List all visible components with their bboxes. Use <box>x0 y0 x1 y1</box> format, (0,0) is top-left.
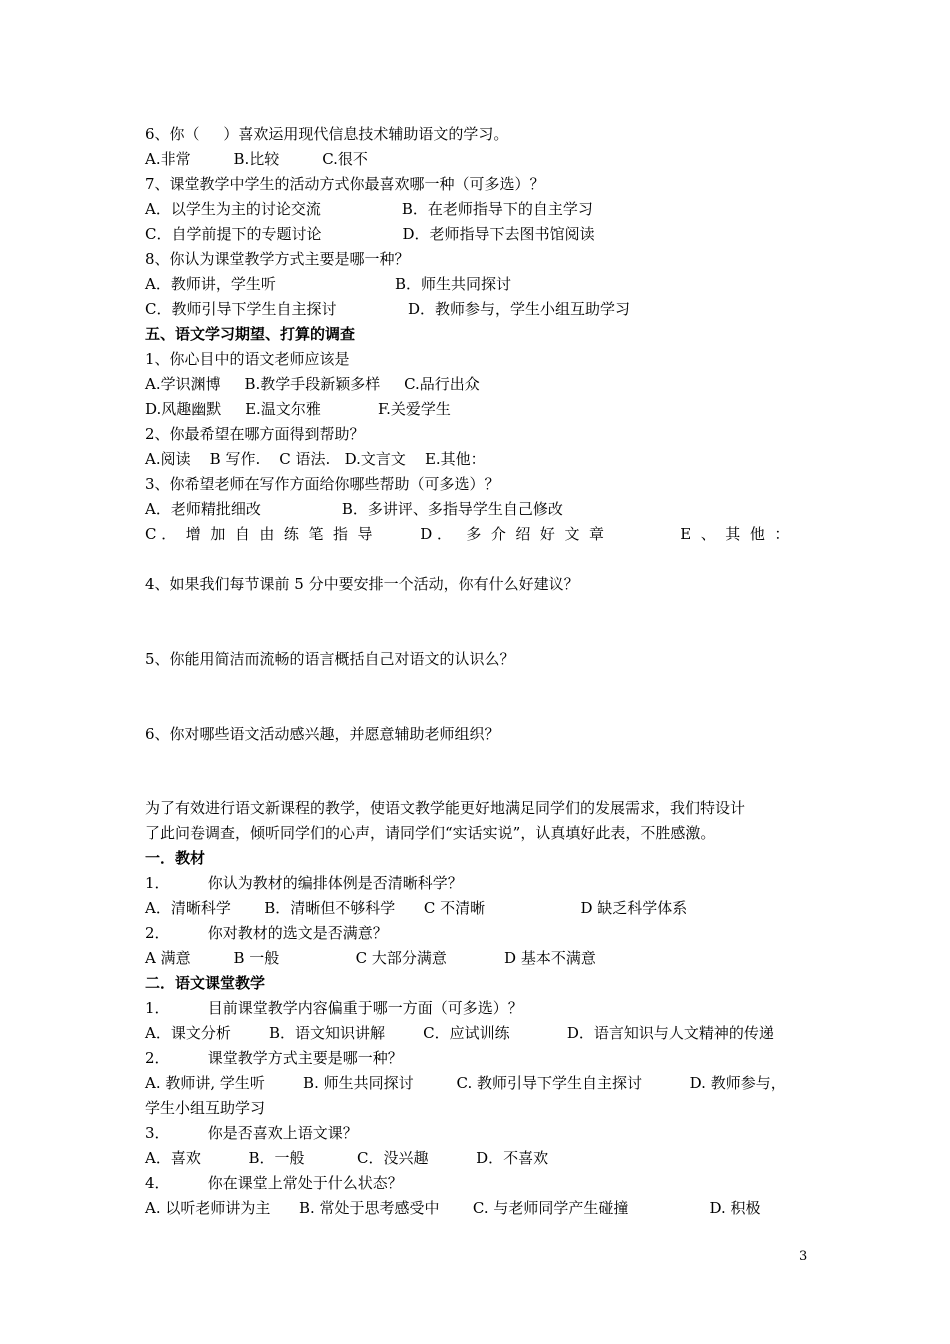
question-6: 6、你（ ）喜欢运用现代信息技术辅助语文的学习。 <box>145 125 509 143</box>
s2-question-2: 2． 课堂教学方式主要是哪一种？ <box>145 1049 403 1067</box>
s1-question-2: 2． 你对教材的选文是否满意？ <box>145 924 388 942</box>
question-8: 8、你认为课堂教学方式主要是哪一种？ <box>145 250 410 268</box>
s5-options-1-abc: A.学识渊博 B.教学手段新颖多样 C.品行出众 <box>145 375 480 393</box>
options-7-ab: A．以学生为主的讨论交流 B．在老师指导下的自主学习 <box>145 200 593 218</box>
question-7: 7、课堂教学中学生的活动方式你最喜欢哪一种（可多选）？ <box>145 175 545 193</box>
s5-question-2: 2、你最希望在哪方面得到帮助？ <box>145 425 365 443</box>
options-8-ab: A．教师讲，学生听 B．师生共同探讨 <box>145 275 512 293</box>
s5-options-3-cde: C ． 增 加 自 由 练 笔 指 导 D ． 多 介 绍 好 文 章 E 、 其 他 ： <box>145 525 790 543</box>
s5-options-3-ab: A．老师精批细改 B．多讲评、多指导学生自己修改 <box>145 500 563 518</box>
s2-options-4: A. 以听老师讲为主 B. 常处于思考感受中 C. 与老师同学产生碰撞 D. 积极 <box>145 1199 761 1217</box>
s2-question-1: 1． 目前课堂教学内容偏重于哪一方面（可多选）？ <box>145 999 523 1017</box>
s5-question-4: 4、如果我们每节课前 5 分中要安排一个活动，你有什么好建议？ <box>145 575 579 593</box>
s2-options-3: A．喜欢 B．一般 C．没兴趣 D．不喜欢 <box>145 1149 549 1167</box>
options-6: A.非常 B.比较 C.很不 <box>145 150 368 168</box>
intro-line-2: 了此问卷调查，倾听同学们的心声，请同学们“实话实说”，认真填好此表，不胜感激。 <box>145 824 716 842</box>
s2-options-2-cont: 学生小组互助学习 <box>145 1099 266 1117</box>
intro-line-1: 为了有效进行语文新课程的教学，使语文教学能更好地满足同学们的发展需求，我们特设计 <box>145 799 746 817</box>
s5-options-2: A.阅读 B 写作. C 语法. D.文言文 E.其他： <box>145 450 486 468</box>
s1-options-2: A 满意 B 一般 C 大部分满意 D 基本不满意 <box>145 949 596 967</box>
s2-question-4: 4． 你在课堂上常处于什么状态？ <box>145 1174 403 1192</box>
s2-options-2: A. 教师讲, 学生听 B. 师生共同探讨 C. 教师引导下学生自主探讨 D. 教师参与， <box>145 1074 786 1092</box>
s5-options-1-def: D.风趣幽默 E.温文尔雅 F.关爱学生 <box>145 400 451 418</box>
s5-question-3: 3、你希望老师在写作方面给你哪些帮助（可多选）？ <box>145 475 500 493</box>
s2-question-3: 3． 你是否喜欢上语文课？ <box>145 1124 358 1142</box>
s1-options-1: A．清晰科学 B．清晰但不够科学 C 不清晰 D 缺乏科学体系 <box>145 899 688 917</box>
options-7-cd: C．自学前提下的专题讨论 D．老师指导下去图书馆阅读 <box>145 225 595 243</box>
s5-question-1: 1、你心目中的语文老师应该是 <box>145 350 350 368</box>
section-2-heading: 二．语文课堂教学 <box>145 974 266 992</box>
s5-question-6: 6、你对哪些语文活动感兴趣，并愿意辅助老师组织？ <box>145 725 500 743</box>
s1-question-1: 1． 你认为教材的编排体例是否清晰科学？ <box>145 874 463 892</box>
s5-question-5: 5、你能用简洁而流畅的语言概括自己对语文的认识么？ <box>145 650 515 668</box>
section-5-heading: 五、语文学习期望、打算的调查 <box>145 325 356 343</box>
s2-options-1: A．课文分析 B．语文知识讲解 C．应试训练 D．语言知识与人文精神的传递 <box>145 1024 774 1042</box>
page-number: 3 <box>799 1249 808 1264</box>
section-1-heading: 一．教材 <box>145 849 206 867</box>
options-8-cd: C．教师引导下学生自主探讨 D．教师参与，学生小组互助学习 <box>145 300 631 318</box>
